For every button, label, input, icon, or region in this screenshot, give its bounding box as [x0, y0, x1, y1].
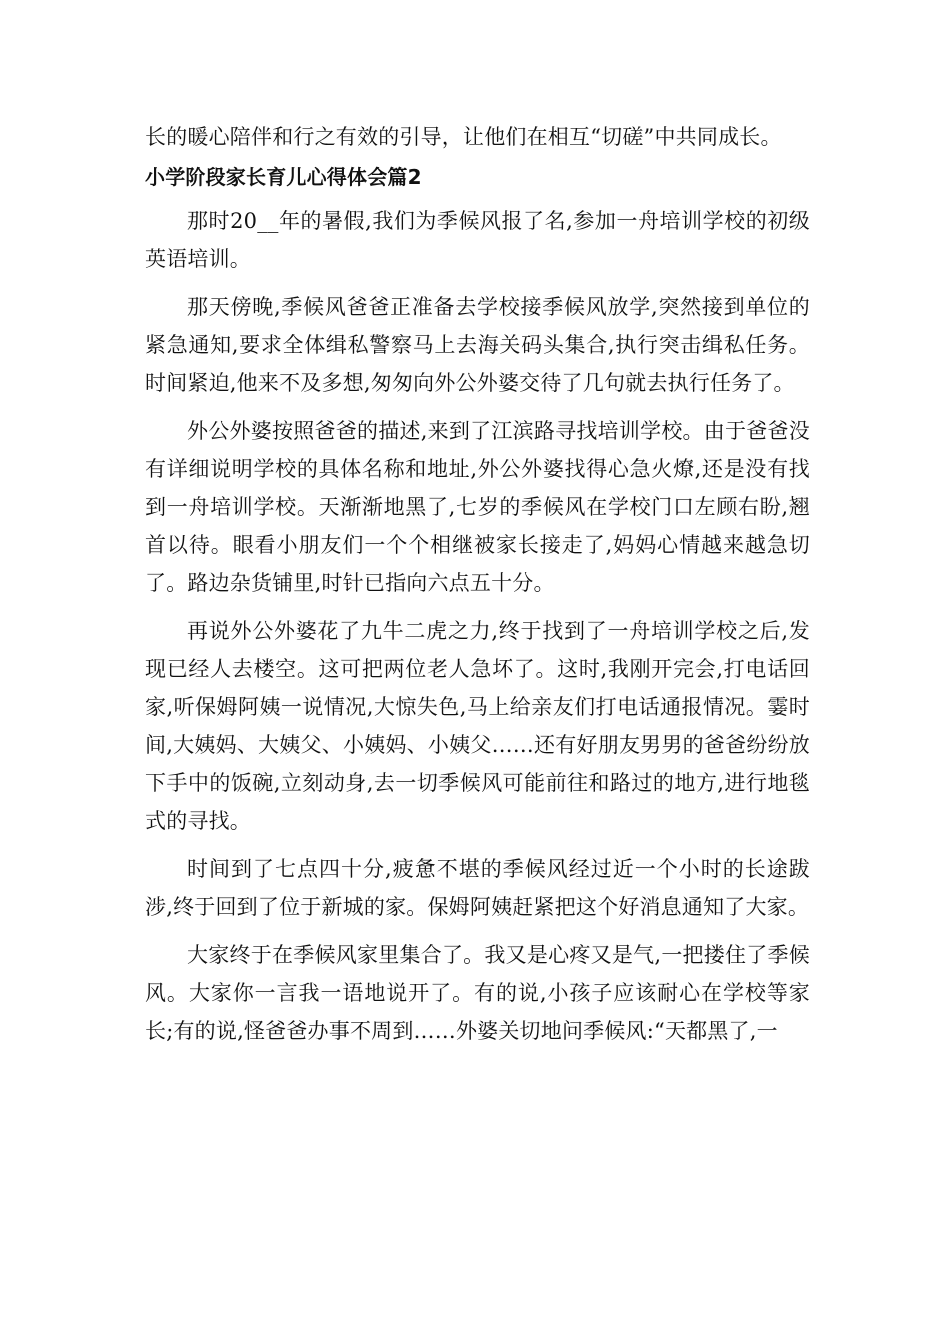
paragraph-1: 那时20__年的暑假,我们为季候风报了名,参加一舟培训学校的初级英语培训。	[145, 209, 810, 271]
paragraph-2: 那天傍晚,季候风爸爸正准备去学校接季候风放学,突然接到单位的紧急通知,要求全体缉私警察马上去海关码头集合,执行突击缉私任务。时间紧迫,他来不及多想,匆匆向外公外婆交待了几句就去执行任务了。	[145, 295, 810, 395]
paragraph-6: 大家终于在季候风家里集合了。我又是心疼又是气,一把搂住了季候风。大家你一言我一语地说开了。有的说,小孩子应该耐心在学校等家长;有的说,怪爸爸办事不周到……外婆关切地问季候风:“天都黑了,一	[145, 943, 810, 1043]
document-body	[145, 118, 810, 1050]
paragraph-5: 时间到了七点四十分,疲惫不堪的季候风经过近一个小时的长途跋涉,终于回到了位于新城的家。保姆阿姨赶紧把这个好消息通知了大家。	[145, 857, 810, 919]
paragraph-4: 再说外公外婆花了九牛二虎之力,终于找到了一舟培训学校之后,发现已经人去楼空。这可把两位老人急坏了。这时,我刚开完会,打电话回家,听保姆阿姨一说情况,大惊失色,马上给亲友们打电话通报情况。霎时间,大姨妈、大姨父、小姨妈、小姨父……还有好朋友男男的爸爸纷纷放下手中的饭碗,立刻动身,去一切季候风可能前往和路过的地方,进行地毯式的寻找。	[145, 619, 810, 833]
paragraph-3: 外公外婆按照爸爸的描述,来到了江滨路寻找培训学校。由于爸爸没有详细说明学校的具体名称和地址,外公外婆找得心急火燎,还是没有找到一舟培训学校。天渐渐地黑了,七岁的季候风在学校门口左顾右盼,翘首以待。眼看小朋友们一个个相继被家长接走了,妈妈心情越来越急切了。路边杂货铺里,时针已指向六点五十分。	[145, 419, 810, 595]
section-heading: 小学阶段家长育儿心得体会篇2	[145, 165, 422, 189]
opening-line: 长的暖心陪伴和行之有效的引导，让他们在相互“切磋”中共同成长。	[145, 125, 782, 149]
